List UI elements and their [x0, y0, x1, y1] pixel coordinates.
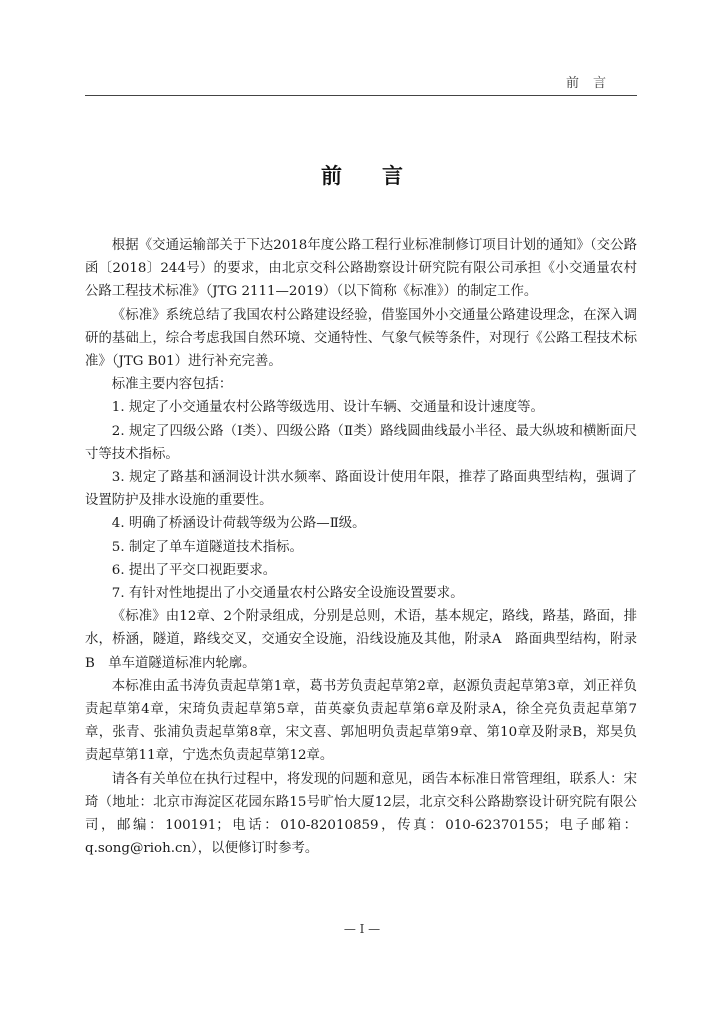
paragraph-structure: 《标准》由12章、2个附录组成，分别是总则，术语，基本规定，路线，路基，路面，排水，桥涵，隧道，路线交叉，交通安全设施，沿线设施及其他，附录A 路面典型结构，附录B 单车道隧道标准内轮廓。	[85, 609, 637, 671]
page-number: — Ⅰ —	[343, 922, 381, 936]
body-text	[85, 234, 637, 860]
list-item-5: 5. 制定了单车道隧道技术指标。	[111, 539, 303, 555]
paragraph-contents-lead: 标准主要内容包括：	[111, 377, 233, 393]
paragraph-summary: 《标准》系统总结了我国农村公路建设经验，借鉴国外小交通量公路建设理念，在深入调研的基础上，综合考虑我国自然环境、交通特性、气象气候等条件，对现行《公路工程技术标准》（JTG B01）进行补充完善。	[85, 307, 637, 370]
page-title: 前言	[321, 163, 443, 188]
paragraph-authors: 本标准由孟书涛负责起草第1章，葛书芳负责起草第2章，赵源负责起草第3章，刘正祥负责起草第4章，宋琦负责起草第5章，苗英豪负责起草第6章及附录A，徐全亮负责起草第7章，张青、张浦负责起草第8章，宋文喜、郭旭明负责起草第9章、第10章及附录B，郑昊负责起草第11章，宁选杰负责起草第12章。	[85, 678, 637, 764]
header-rule	[85, 95, 637, 96]
list-item-2: 2. 规定了四级公路（Ⅰ类）、四级公路（Ⅱ类）路线圆曲线最小半径、最大纵坡和横断面尺寸等技术指标。	[85, 423, 637, 462]
paragraph-contact: 请各有关单位在执行过程中，将发现的问题和意见，函告本标准日常管理组，联系人：宋琦（地址：北京市海淀区花园东路15号旷怡大厦12层，北京交科公路勘察设计研究院有限公司，邮编：100191；电话：010-82010859，传真：010-62370155；电子邮箱：q.song@rioh.cn），以便修订时参考。	[85, 771, 637, 857]
paragraph-intro: 根据《交通运输部关于下达2018年度公路工程行业标准制修订项目计划的通知》（交公路函〔2018〕244号）的要求，由北京交科公路勘察设计研究院有限公司承担《小交通量农村公路工程技术标准》（JTG 2111—2019）（以下简称《标准》）的制定工作。	[85, 238, 637, 300]
list-item-3: 3. 规定了路基和涵洞设计洪水频率、路面设计使用年限，推荐了路面典型结构，强调了设置防护及排水设施的重要性。	[85, 470, 637, 509]
list-item-6: 6. 提出了平交口视距要求。	[111, 562, 277, 578]
list-item-1: 1. 规定了小交通量农村公路等级选用、设计车辆、交通量和设计速度等。	[111, 400, 544, 416]
list-item-4: 4. 明确了桥涵设计荷载等级为公路—Ⅱ级。	[111, 516, 366, 532]
list-item-7: 7. 有针对性地提出了小交通量农村公路安全设施设置要求。	[111, 586, 464, 602]
running-head: 前言	[565, 76, 620, 91]
